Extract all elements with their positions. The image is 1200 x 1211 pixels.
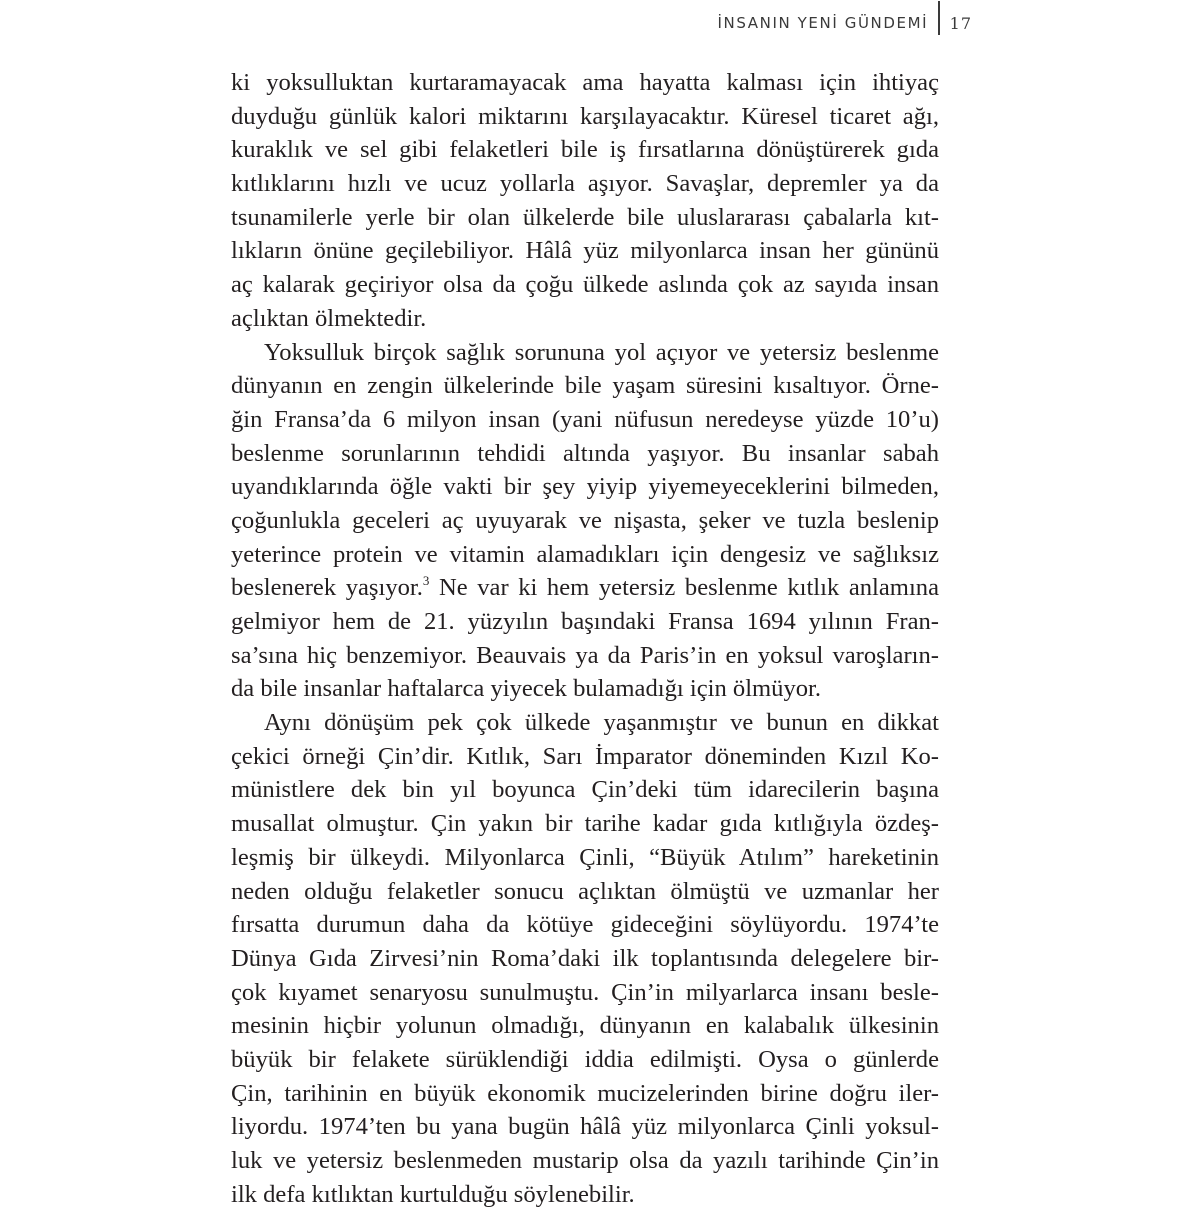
text-line: ğin Fransa’da 6 milyon insan (yani nüfusun neredeyse yüzde 10’u) (231, 405, 939, 433)
paragraph-2 (231, 336, 939, 707)
text-line: fırsatta durumun daha da kötüye gideceğini söylüyordu. 1974’te (231, 911, 939, 939)
text-line: Çin, tarihinin en büyük ekonomik mucizelerinden birine doğru iler- (231, 1079, 939, 1107)
text-line: Aynı dönüşüm pek çok ülkede yaşanmıştır ve bunun en dikkat (264, 709, 939, 737)
text-line: mesinin hiçbir yolunun olmadığı, dünyanın en kalabalık ülkesinin (231, 1012, 939, 1040)
text-line: sa’sına hiç benzemiyor. Beauvais ya da Paris’in en yoksul varoşların- (231, 641, 939, 669)
text-line: münistlere dek bin yıl boyunca Çin’deki tüm idarecilerin başına (231, 776, 939, 804)
paragraph-3 (231, 706, 939, 1211)
text-line: gelmiyor hem de 21. yüzyılın başındaki Fransa 1694 yılının Fran- (231, 608, 939, 635)
text-line: liyordu. 1974’ten bu yana bugün hâlâ yüz milyonlarca Çinli yoksul- (231, 1113, 939, 1141)
page-number: 17 (949, 13, 972, 33)
text-line: leşmiş bir ülkeydi. Milyonlarca Çinli, “Büyük Atılım” hareketinin (231, 843, 939, 871)
text-line: musallat olmuştur. Çin yakın bir tarihe kadar gıda kıtlığıyla özdeş- (231, 810, 939, 838)
body-text (231, 66, 939, 1211)
text-line: lıkların önüne geçilebiliyor. Hâlâ yüz milyonlarca insan her gününü (231, 237, 939, 265)
text-line: yeterince protein ve vitamin alamadıkları için dengesiz ve sağlıksız (231, 540, 939, 568)
text-line: tsunamilerle yerle bir olan ülkelerde bile uluslararası çabalarla kıt- (231, 203, 939, 231)
text-line: Dünya Gıda Zirvesi’nin Roma’daki ilk toplantısında delegelere bir- (231, 944, 939, 972)
text-line: çekici örneği Çin’dir. Kıtlık, Sarı İmparator döneminden Kızıl Ko- (231, 742, 939, 770)
text-line: ilk defa kıtlıktan kurtulduğu söylenebilir. (231, 1180, 635, 1208)
running-head (600, 8, 972, 38)
text-line: neden olduğu felaketler sonucu açlıktan ölmüştü ve uzmanlar her (231, 877, 939, 905)
text-fragment: beslenerek yaşıyor. (231, 574, 423, 602)
text-line: duyduğu günlük kalori miktarını karşılayacaktır. Küresel ticaret ağı, (231, 102, 939, 130)
text-line: büyük bir felakete sürüklendiği iddia edilmişti. Oysa o günlerde (231, 1045, 939, 1073)
text-line: ki yoksulluktan kurtaramayacak ama hayatta kalması için ihtiyaç (231, 69, 939, 96)
text-line: luk ve yetersiz beslenmeden mustarip olsa da yazılı tarihinde Çin’in (231, 1147, 939, 1174)
text-line: kıtlıklarını hızlı ve ucuz yollarla aşıyor. Savaşlar, depremler ya da (231, 170, 939, 198)
text-line: beslenme sorunlarının tehdidi altında yaşıyor. Bu insanlar sabah (231, 439, 939, 467)
text-line: da bile insanlar haftalarca yiyecek bulamadığı için ölmüyor. (231, 675, 822, 703)
text-line: açlıktan ölmektedir. (231, 304, 427, 332)
text-line: kuraklık ve sel gibi felaketleri bile iş fırsatlarına dönüştürerek gıda (231, 136, 939, 164)
running-title: İNSANIN YENİ GÜNDEMİ (717, 14, 929, 32)
paragraph-1 (231, 66, 939, 336)
text-fragment: Ne var ki hem yetersiz beslenme kıtlık anlamına (429, 574, 939, 602)
text-line: uyandıklarında öğle vakti bir şey yiyip yiyemeyeceklerini bilmeden, (231, 473, 939, 501)
footnote-marker[interactable]: 3 (422, 573, 430, 589)
text-line: çoğunlukla geceleri aç uyuyarak ve nişasta, şeker ve tuzla beslenip (231, 506, 939, 534)
text-line-with-footnote (231, 571, 939, 605)
text-line: aç kalarak geçiriyor olsa da çoğu ülkede aslında çok az sayıda insan (231, 271, 939, 299)
text-line: Yoksulluk birçok sağlık sorununa yol açıyor ve yetersiz beslenme (264, 338, 939, 366)
text-line: dünyanın en zengin ülkelerinde bile yaşam süresini kısaltıyor. Örne- (231, 372, 939, 400)
text-line: çok kıyamet senaryosu sunulmuştu. Çin’in milyarlarca insanı besle- (231, 978, 939, 1006)
